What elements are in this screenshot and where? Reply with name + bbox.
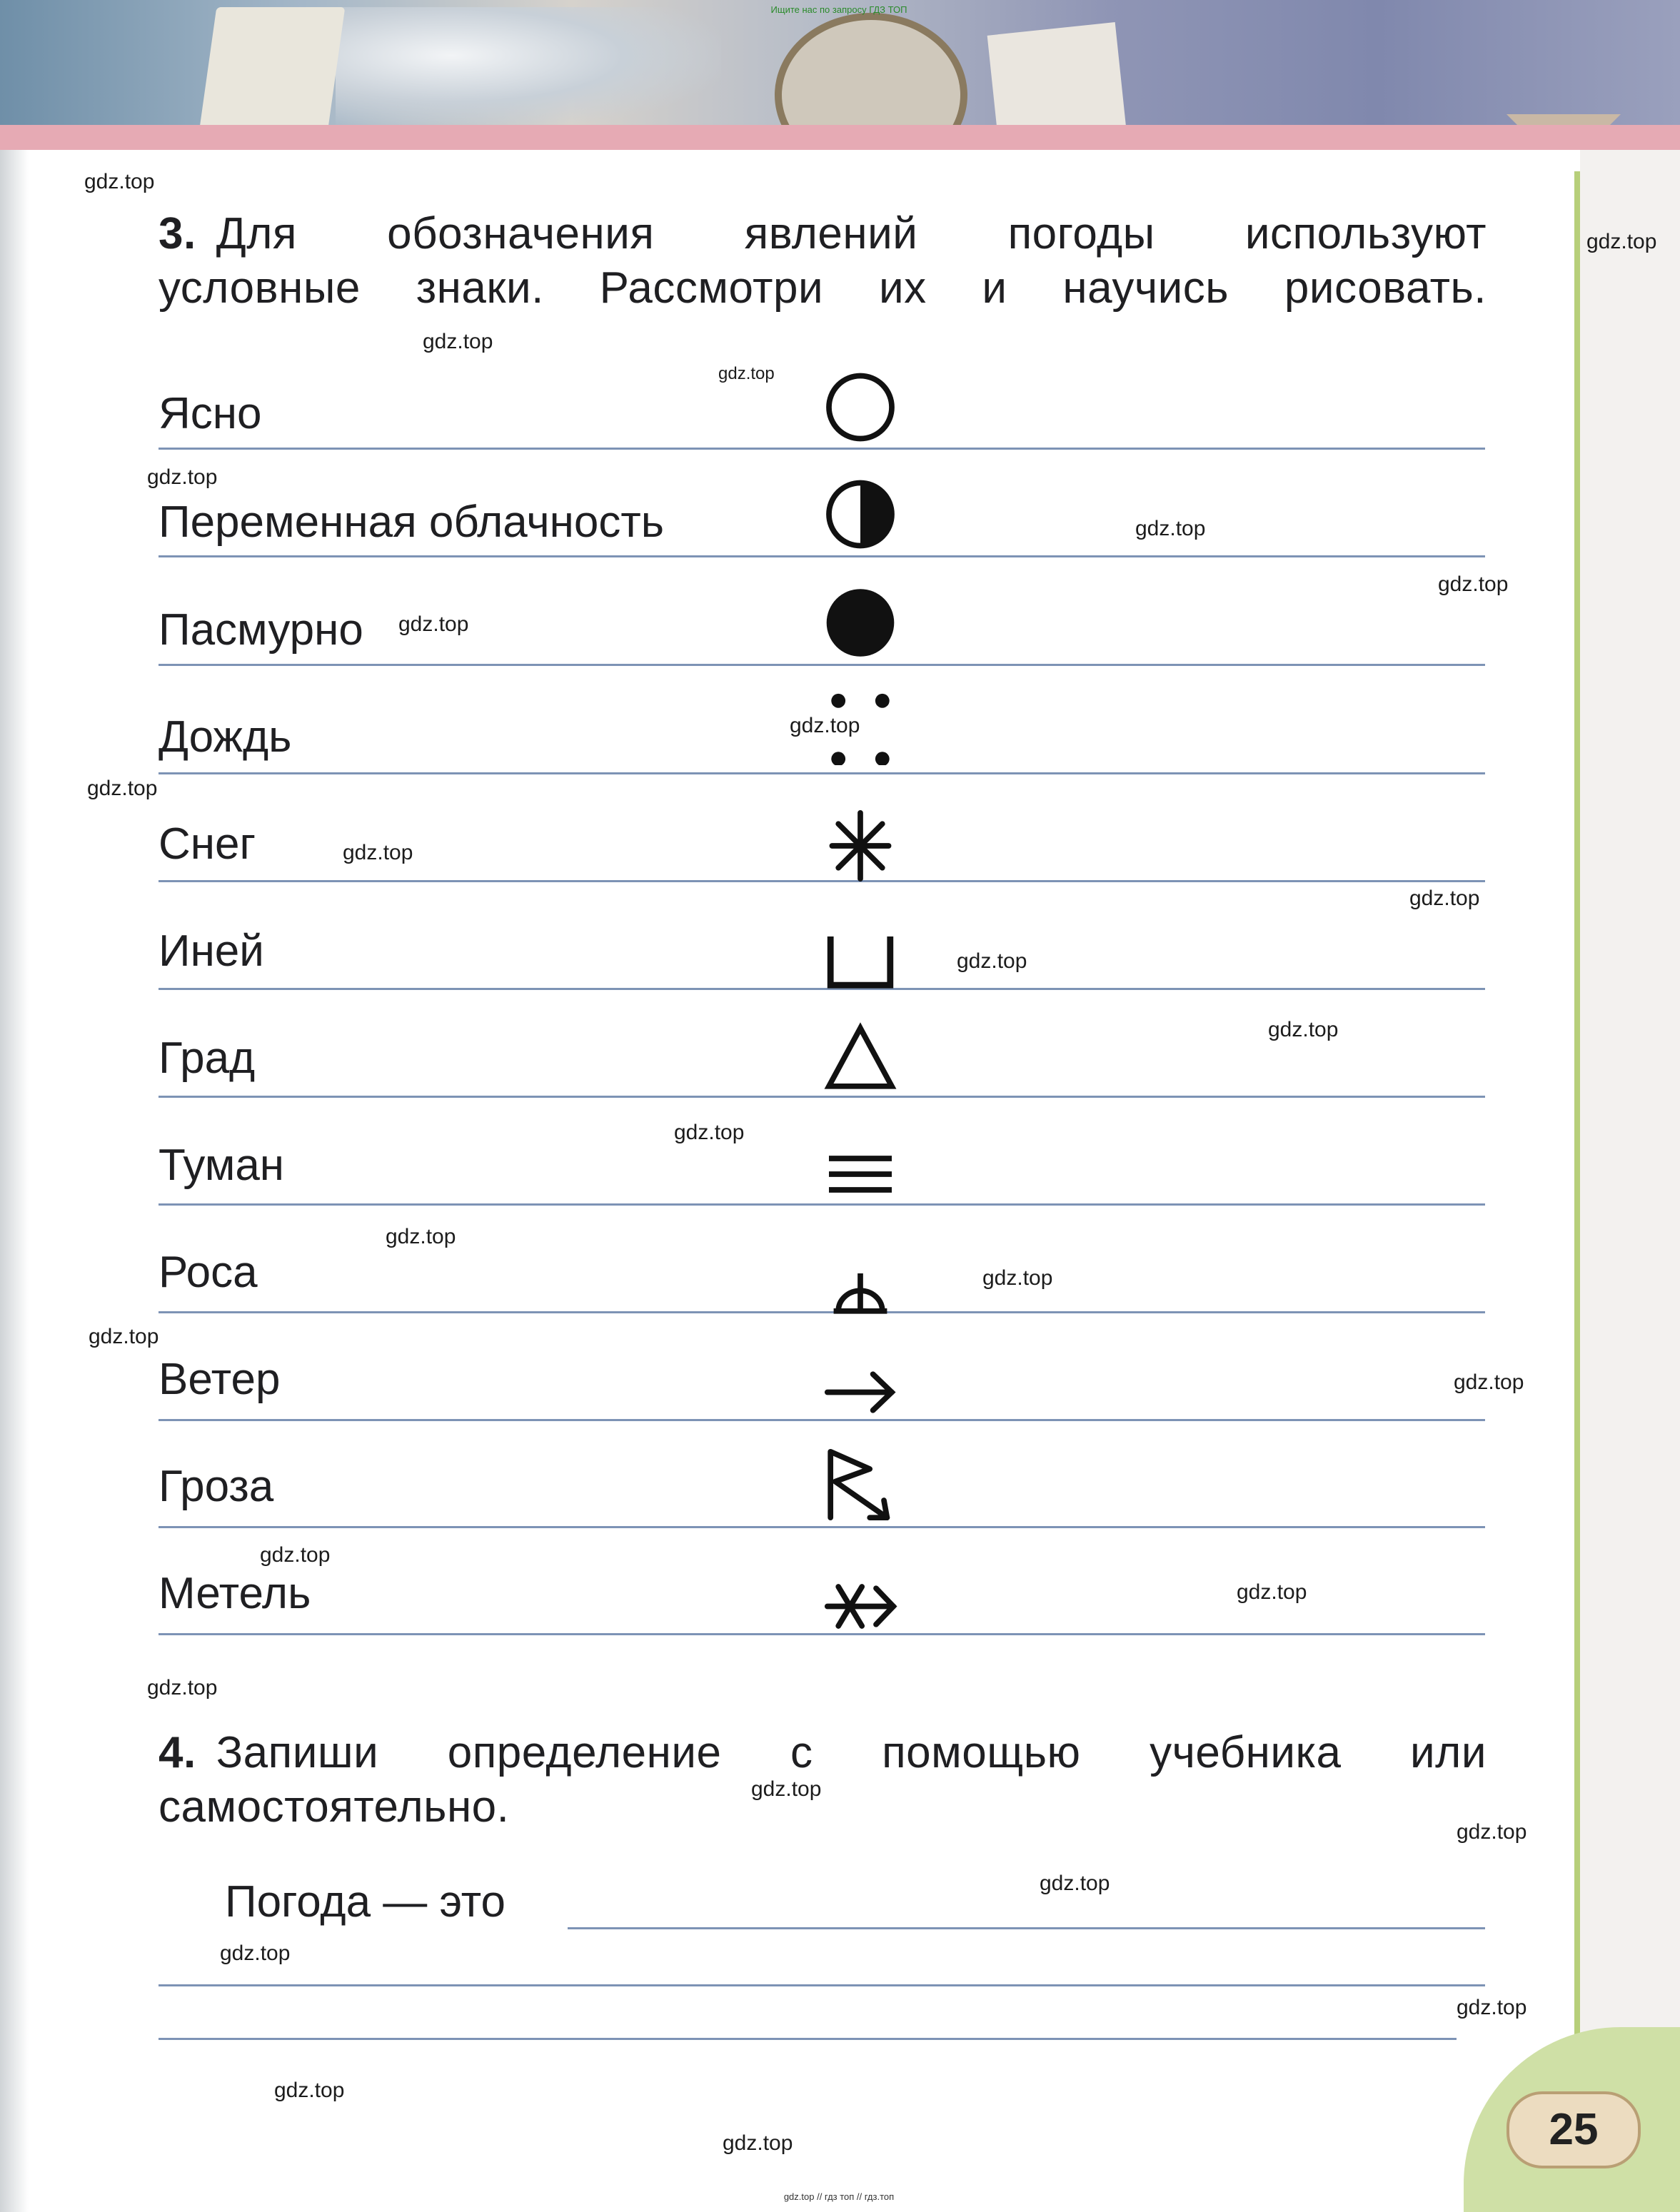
- watermark: gdz.top: [1586, 230, 1657, 253]
- watermark: gdz.top: [1135, 517, 1206, 540]
- sign-label-thunderstorm: Гроза: [159, 1462, 274, 1511]
- watermark: gdz.top: [87, 777, 158, 800]
- task4-number: 4.: [159, 1728, 196, 1777]
- watermark: gdz.top: [982, 1266, 1053, 1290]
- task4-heading: [159, 1726, 1487, 1834]
- watermark: gdz.top: [89, 1325, 159, 1348]
- writing-line: [159, 1096, 1485, 1098]
- writing-line: [159, 772, 1485, 774]
- watermark: gdz.top: [220, 1941, 291, 1965]
- sign-label-wind: Ветер: [159, 1355, 281, 1404]
- triangle-icon: [821, 1017, 900, 1096]
- definition-answer-line[interactable]: [159, 2038, 1457, 2040]
- page-right-margin: [1580, 150, 1680, 2212]
- watermark: gdz.top: [1237, 1580, 1307, 1604]
- margin-line: [1574, 171, 1580, 2127]
- banner-stripe: [0, 125, 1680, 150]
- arrow-right-icon: [821, 1349, 900, 1428]
- watermark: gdz.top: [1457, 1820, 1527, 1844]
- watermark: gdz.top: [790, 714, 860, 737]
- thermometer-icon: [198, 7, 346, 143]
- watermark: gdz.top: [343, 841, 413, 864]
- page-number: 25: [1507, 2091, 1641, 2168]
- sign-label-rain: Дождь: [159, 712, 292, 762]
- task4-line2: самостоятельно.: [159, 1782, 510, 1832]
- watermark: gdz.top: [723, 2131, 793, 2155]
- top-note: Ищите нас по запросу ГДЗ ТОП: [770, 4, 907, 15]
- ship-icon: [1492, 29, 1635, 136]
- watermark: gdz.top: [1457, 1996, 1527, 2019]
- watermark: gdz.top: [1040, 1872, 1110, 1895]
- watermark: gdz.top: [260, 1543, 331, 1567]
- page-left-edge: [0, 150, 29, 2212]
- task3-heading: [159, 207, 1487, 315]
- frost-bracket-icon: [821, 921, 900, 999]
- task3-line2: условные знаки. Рассмотри их и научись рисовать.: [159, 263, 1487, 313]
- banner-cloud: [336, 7, 721, 128]
- watermark: gdz.top: [147, 1676, 218, 1700]
- watermark: gdz.top: [957, 949, 1027, 973]
- sign-label-frost: Иней: [159, 926, 264, 976]
- sign-label-dew: Роса: [159, 1248, 258, 1297]
- task3-number: 3.: [159, 209, 196, 258]
- watermark: gdz.top: [1438, 572, 1509, 596]
- three-lines-icon: [821, 1135, 900, 1213]
- writing-line: [159, 448, 1485, 450]
- sign-label-hail: Град: [159, 1034, 256, 1083]
- blizzard-arrow-icon: [821, 1563, 900, 1642]
- task4-line1: Запиши определение с помощью учебника или: [216, 1728, 1487, 1777]
- dew-icon: [821, 1242, 900, 1320]
- watermark: gdz.top: [674, 1121, 745, 1144]
- circle-empty-icon: [821, 364, 900, 443]
- writing-line: [159, 664, 1485, 666]
- watermark: gdz.top: [274, 2079, 345, 2102]
- header-banner-illustration: [0, 0, 1680, 150]
- sign-label-fog: Туман: [159, 1141, 285, 1190]
- bottom-note: gdz.top // гдз топ // гдз.топ: [783, 2191, 895, 2202]
- watermark: gdz.top: [423, 330, 493, 353]
- sign-label-snow: Снег: [159, 819, 256, 869]
- watermark: gdz.top: [84, 170, 155, 193]
- calendar-icon: [987, 22, 1127, 142]
- watermark: gdz.top: [398, 612, 469, 636]
- watermark: gdz.top: [1268, 1018, 1339, 1041]
- circle-half-icon: [821, 471, 900, 550]
- lightning-arrow-icon: [821, 1445, 900, 1524]
- watermark: gdz.top: [1454, 1370, 1524, 1394]
- definition-prompt: Погода — это: [225, 1877, 505, 1926]
- writing-line: [159, 555, 1485, 557]
- circle-filled-icon: [821, 580, 900, 658]
- watermark: gdz.top: [147, 465, 218, 489]
- sign-label-overcast: Пасмурно: [159, 605, 363, 655]
- definition-answer-line[interactable]: [568, 1927, 1485, 1929]
- writing-line: [159, 1526, 1485, 1528]
- sign-label-blizzard: Метель: [159, 1569, 311, 1618]
- task3-line1: Для обозначения явлений погоды используют: [216, 209, 1487, 258]
- definition-answer-line[interactable]: [159, 1984, 1485, 1986]
- watermark: gdz.top: [1409, 887, 1480, 910]
- watermark: gdz.top: [386, 1225, 456, 1248]
- watermark: gdz.top: [718, 364, 775, 383]
- sign-label-clear: Ясно: [159, 389, 262, 438]
- asterisk-icon: [821, 807, 900, 885]
- sign-label-partly-cloudy: Переменная облачность: [159, 498, 665, 547]
- watermark: gdz.top: [751, 1777, 822, 1801]
